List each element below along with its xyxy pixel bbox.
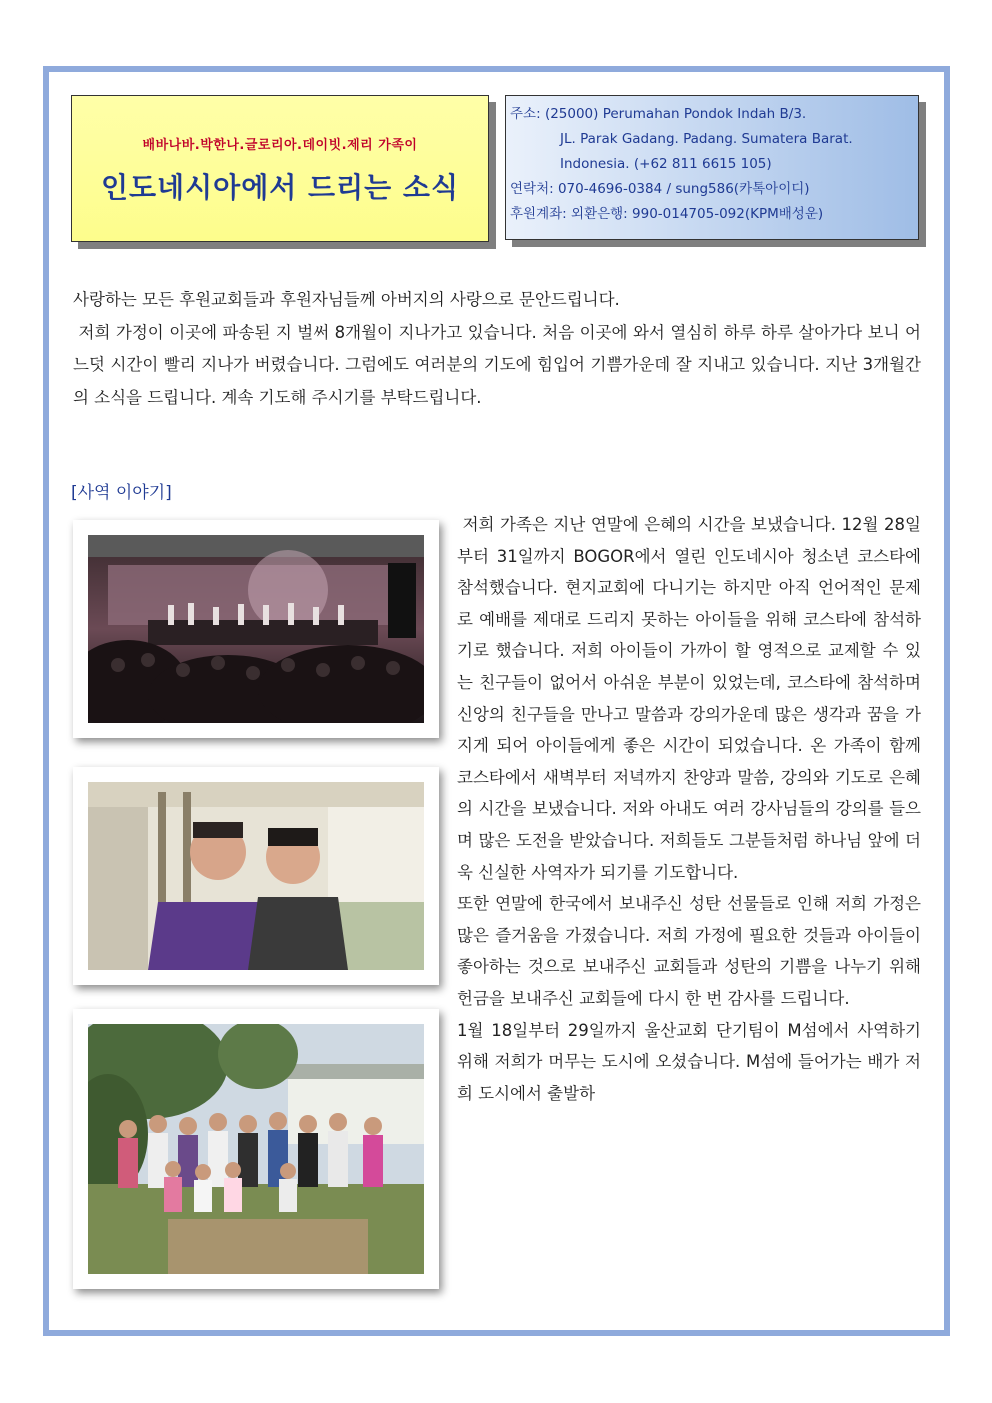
photo-frame-concert bbox=[73, 520, 439, 738]
phone-label: 연락처: bbox=[510, 181, 554, 197]
selfie-image bbox=[88, 782, 424, 970]
bank-value: 외환은행: 990-014705-092(KPM배성운) bbox=[571, 206, 824, 222]
title-box bbox=[71, 95, 489, 242]
story-paragraph-2: 또한 연말에 한국에서 보내주신 성탄 선물들로 인해 저희 가정은 많은 즐거움을 가졌습니다. 저희 가정에 필요한 것들과 아이들이 좋아하는 것으로 보내주신 교회들과 성탄의 기쁨을 나누기 위해 헌금을 보내주신 교회들에 다시 한 번 감사를 드립니다. bbox=[457, 894, 921, 1008]
address-line-3: Indonesia. (+62 811 6615 105) bbox=[560, 156, 772, 172]
address-line-2: JL. Parak Gadang. Padang. Sumatera Barat. bbox=[560, 131, 853, 147]
concert-photo bbox=[88, 535, 424, 723]
ministry-story bbox=[457, 509, 927, 1109]
story-paragraph-1: 저희 가족은 지난 연말에 은혜의 시간을 보냈습니다. 12월 28일부터 31일까지 BOGOR에서 열린 인도네시아 청소년 코스타에 참석했습니다. 현지교회에 다니기는 하지만 아직 언어적인 문제로 예배를 제대로 드리지 못하는 아이들을 위해 코스타에 참석하기로 했습니다. 저희 아이들이 가까이 할 영적으로 교제할 수 있는 친구들이 없어서 아쉬운 부분이 있었는데, 코스타에 참석하며 신앙의 친구들을 만나고 말씀과 강의가운데 많은 생각과 꿈을 가지게 되어 아이들에게 좋은 시간이 되었습니다. 온 가족이 함께 코스타에서 새벽부터 저녁까지 찬양과 말씀, 강의와 기도로 은혜의 시간을 보냈습니다. 저와 아내도 여러 강사님들의 강의를 들으며 많은 도전을 받았습니다. 저희들도 그분들처럼 하나님 앞에 더욱 신실한 사역자가 되기를 기도합니다. bbox=[457, 515, 927, 882]
address-value-1: (25000) Perumahan Pondok Indah B/3. bbox=[544, 106, 807, 122]
group-photo bbox=[88, 1024, 424, 1274]
photo-frame-selfie bbox=[73, 767, 439, 985]
bank-label: 후원계좌: bbox=[510, 206, 567, 222]
address-line-1 bbox=[510, 102, 914, 127]
address-label: 주소: bbox=[510, 106, 541, 122]
phone-line bbox=[510, 177, 914, 202]
story-paragraph-3: 1월 18일부터 29일까지 울산교회 단기팀이 M섬에서 사역하기 위해 저희가 머무는 도시에 오셨습니다. M섬에 들어가는 배가 저희 도시에서 출발하 bbox=[457, 1020, 921, 1103]
greeting: 사랑하는 모든 후원교회들과 후원자님들께 아버지의 사랑으로 문안드립니다. bbox=[73, 290, 620, 309]
concert-image bbox=[88, 535, 424, 723]
intro-text bbox=[73, 284, 921, 414]
newsletter-title: 인도네시아에서 드리는 소식 bbox=[100, 171, 460, 204]
phone-value: 070-4696-0384 / sung586(카톡아이디) bbox=[557, 181, 810, 197]
section-heading: [사역 이야기] bbox=[71, 483, 172, 503]
bank-line bbox=[510, 202, 914, 227]
family-names: 배바나바.박한나.글로리아.데이빗.제리 가족이 bbox=[142, 138, 418, 153]
contact-box bbox=[505, 95, 919, 240]
selfie-photo bbox=[88, 782, 424, 970]
photo-frame-group bbox=[73, 1009, 439, 1289]
intro-paragraph: 저희 가정이 이곳에 파송된 지 벌써 8개월이 지나가고 있습니다. 처음 이곳에 와서 열심히 하루 하루 살아가다 보니 어느덧 시간이 빨리 지나가 버렸습니다. 그럼에도 여러분의 기도에 힘입어 기쁨가운데 잘 지내고 있습니다. 지난 3개월간의 소식을 드립니다. 계속 기도해 주시기를 부탁드립니다. bbox=[73, 322, 921, 407]
group-image bbox=[88, 1024, 424, 1274]
